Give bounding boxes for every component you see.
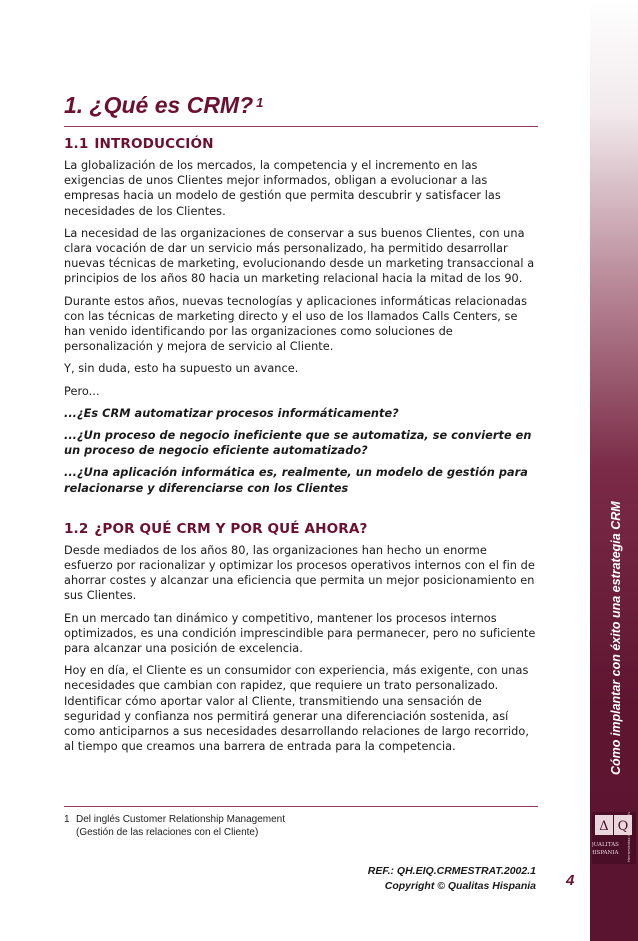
paragraph: En un mercado tan dinámico y competitivo, mantener los procesos internos optimizados, es una condición imprescindible para permanecer, pero no suficiente para alcanzar una posición de excelencia. [64,611,536,656]
reference-code: REF.: QH.EIQ.CRMESTRAT.2002.1 [367,865,536,877]
svg-text:Q: Q [617,819,629,834]
paragraph: Desde mediados de los años 80, las organizaciones han hecho un enorme esfuerzo por racionalizar y optimizar los procesos operativos internos con el fin de ahorrar costes y alcanzar una eficiencia que permita un mejor posicionamiento en sus Clientes. [64,543,535,603]
paragraph: La globalización de los mercados, la competencia y el incremento en las exigencias de unos Clientes mejor informados, obligan a evolucionar a las empresas hacia un modelo de gestión que permita descubrir y satisfacer las necesidades de los Clientes. [64,159,501,218]
page-title-text: 1. ¿Qué es CRM? [64,92,254,118]
paragraph: Pero... [64,384,100,398]
question: ...¿Una aplicación informática es, realmente, un modelo de gestión para relacionarse y diferenciarse con los Clientes [64,466,528,495]
title-rule [64,126,538,127]
footer-rule [64,806,538,807]
footnote-text [76,813,285,839]
logo-text-2: HISPANIA [592,850,619,856]
section-1-title: INTRODUCCIÓN [94,136,214,152]
logo-text-1: QUALITAS [592,842,619,848]
copyright: Copyright © Qualitas Hispania [384,880,536,892]
section-2-heading [64,520,538,538]
footnote [64,813,285,839]
page-title [64,90,538,120]
section-2 [64,520,538,755]
main-content [64,90,538,762]
footnote-line-2: (Gestión de las relaciones con el Cliente) [76,827,259,838]
page-number: 4 [566,872,575,889]
document-reference [340,864,536,894]
sidebar-title [590,0,638,941]
paragraph: La necesidad de las organizaciones de conservar a sus buenos Clientes, con una clara vocación de dar un servicio más personalizado, ha permitido desarrollar nuevas técnicas de marketing, evolucionando desde un marketing transaccional a principios de los años 80 hacia un marketing relacional hacia la mitad de los 90. [64,226,535,286]
section-1-number: 1.1 [64,136,89,152]
paragraph: Y, sin duda, esto ha supuesto un avance. [64,362,299,376]
question: ...¿Un proceso de negocio ineficiente que se automatiza, se convierte en un proceso de negocio eficiente automatizado? [64,429,532,458]
footnote-mark: 1 [64,814,70,825]
footnote-ref: 1 [256,95,264,110]
paragraph: Hoy en día, el Cliente es un consumidor con experiencia, más exigente, con unas necesidades que cambian con rapidez, que requiere un trato personalizado. Identificar cómo aportar valor al Cliente, transmitiendo una sensación de seguridad y confianza nos permitirá generar una diferenciación sostenida, así como anticiparnos a sus necesidades desarrollando relaciones de largo recorrido, al tiempo que creamos una barrera de entrada para la competencia. [64,664,529,754]
svg-text:Δ: Δ [599,819,609,834]
qualitas-logo [592,812,636,864]
footnote-line-1: Del inglés Customer Relationship Management [76,814,285,825]
section-1-heading [64,135,538,153]
section-2-number: 1.2 [64,520,89,537]
question: ...¿Es CRM automatizar procesos informáticamente? [64,406,399,420]
logo-tagline: Herramientas de competitividad [627,812,631,862]
section-2-title: ¿POR QUÉ CRM Y POR QUÉ AHORA? [94,520,368,537]
sidebar-title-text: Cómo implantar con éxito una estrategia CRM [609,501,623,775]
sidebar-band [590,0,638,941]
paragraph: Durante estos años, nuevas tecnologías y aplicaciones informáticas relacionadas con las técnicas de marketing directo y el uso de los llamados Calls Centers, se han venido identificando por las organizaciones como soluciones de personalización y mejora de servicio al Cliente. [64,294,528,354]
